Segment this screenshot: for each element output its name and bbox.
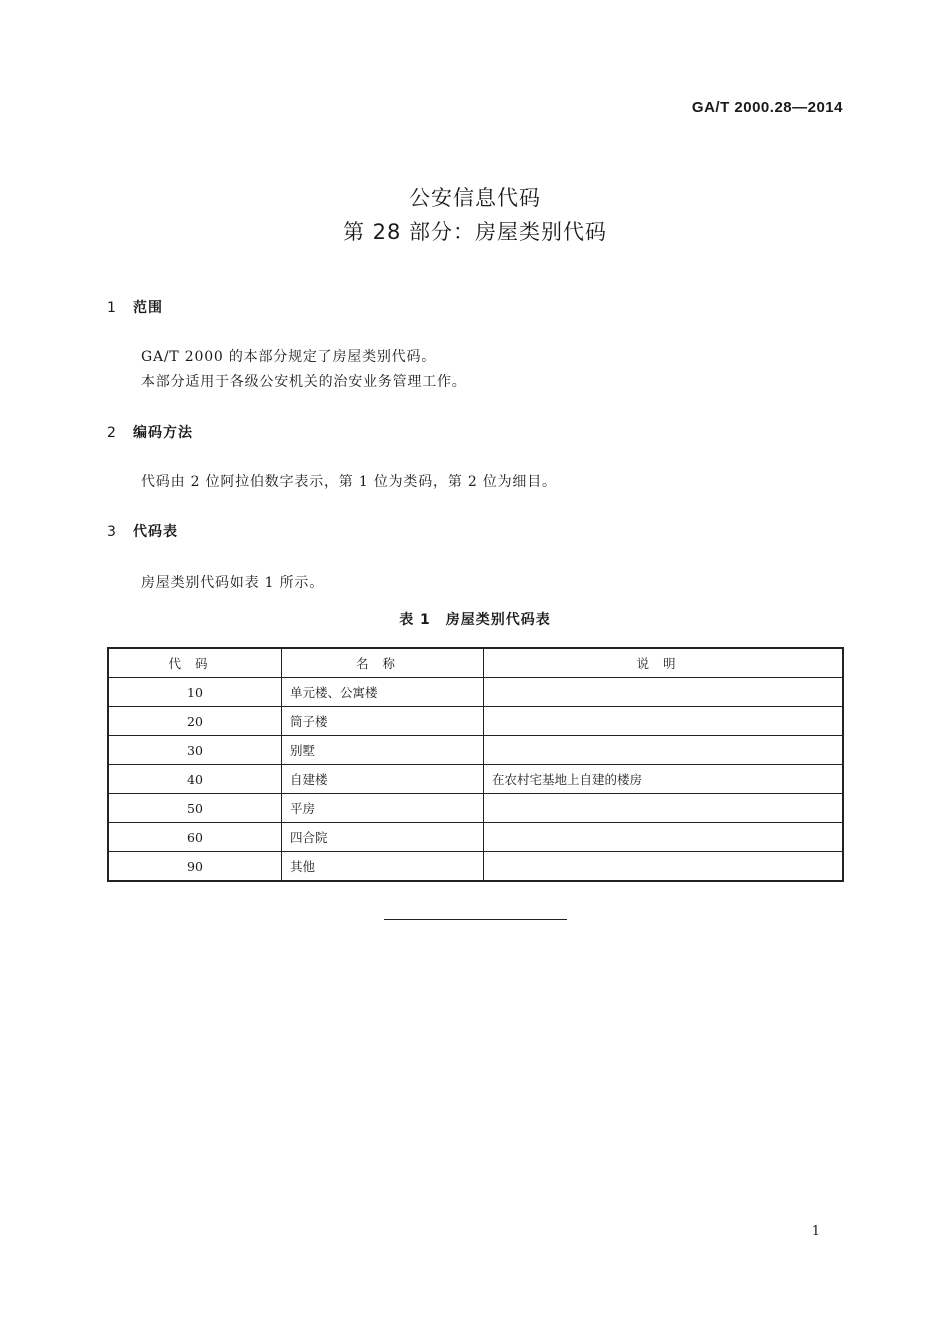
table-row — [108, 707, 843, 736]
table-header-row — [108, 648, 843, 678]
note-cell — [484, 736, 844, 765]
code-cell: 10 — [108, 678, 282, 707]
table-row — [108, 765, 843, 794]
paragraph: 代码由 2 位阿拉伯数字表示，第 1 位为类码，第 2 位为细目。 — [141, 474, 557, 490]
note-cell — [484, 678, 844, 707]
name-cell: 自建楼 — [282, 765, 484, 794]
section-heading-code-table — [107, 521, 178, 541]
code-cell: 60 — [108, 823, 282, 852]
section-heading-coding-method — [107, 422, 193, 442]
section-title: 编码方法 — [133, 425, 193, 441]
end-of-document-rule — [384, 919, 567, 920]
note-cell — [484, 794, 844, 823]
code-cell: 40 — [108, 765, 282, 794]
name-cell: 四合院 — [282, 823, 484, 852]
code-table — [107, 647, 844, 882]
column-header-code: 代码 — [108, 648, 282, 678]
table-row — [108, 678, 843, 707]
column-header-note: 说明 — [484, 648, 844, 678]
paragraph: GA/T 2000 的本部分规定了房屋类别代码。 — [141, 349, 437, 365]
code-cell: 30 — [108, 736, 282, 765]
section-number: 1 — [107, 300, 117, 316]
note-cell — [484, 707, 844, 736]
code-cell: 50 — [108, 794, 282, 823]
table-row — [108, 852, 843, 882]
note-cell — [484, 823, 844, 852]
name-cell: 单元楼、公寓楼 — [282, 678, 484, 707]
name-cell: 其他 — [282, 852, 484, 882]
name-cell: 平房 — [282, 794, 484, 823]
page-number: 1 — [811, 1224, 820, 1239]
code-cell: 90 — [108, 852, 282, 882]
table-row — [108, 823, 843, 852]
name-cell: 筒子楼 — [282, 707, 484, 736]
note-cell — [484, 852, 844, 882]
document-subtitle: 第 28 部分：房屋类别代码 — [342, 220, 608, 244]
section-title: 范围 — [133, 300, 163, 316]
document-title: 公安信息代码 — [409, 186, 541, 210]
paragraph: 房屋类别代码如表 1 所示。 — [141, 575, 325, 591]
section-number: 3 — [107, 524, 117, 540]
section-title: 代码表 — [133, 524, 178, 540]
paragraph: 本部分适用于各级公安机关的治安业务管理工作。 — [141, 374, 467, 390]
note-cell: 在农村宅基地上自建的楼房 — [484, 765, 844, 794]
section-number: 2 — [107, 425, 117, 441]
standard-code: GA/T 2000.28—2014 — [691, 99, 843, 116]
column-header-name: 名称 — [282, 648, 484, 678]
table-row — [108, 794, 843, 823]
code-cell: 20 — [108, 707, 282, 736]
table-caption: 表 1 房屋类别代码表 — [399, 612, 551, 628]
name-cell: 别墅 — [282, 736, 484, 765]
section-heading-scope — [107, 297, 163, 317]
table-row — [108, 736, 843, 765]
